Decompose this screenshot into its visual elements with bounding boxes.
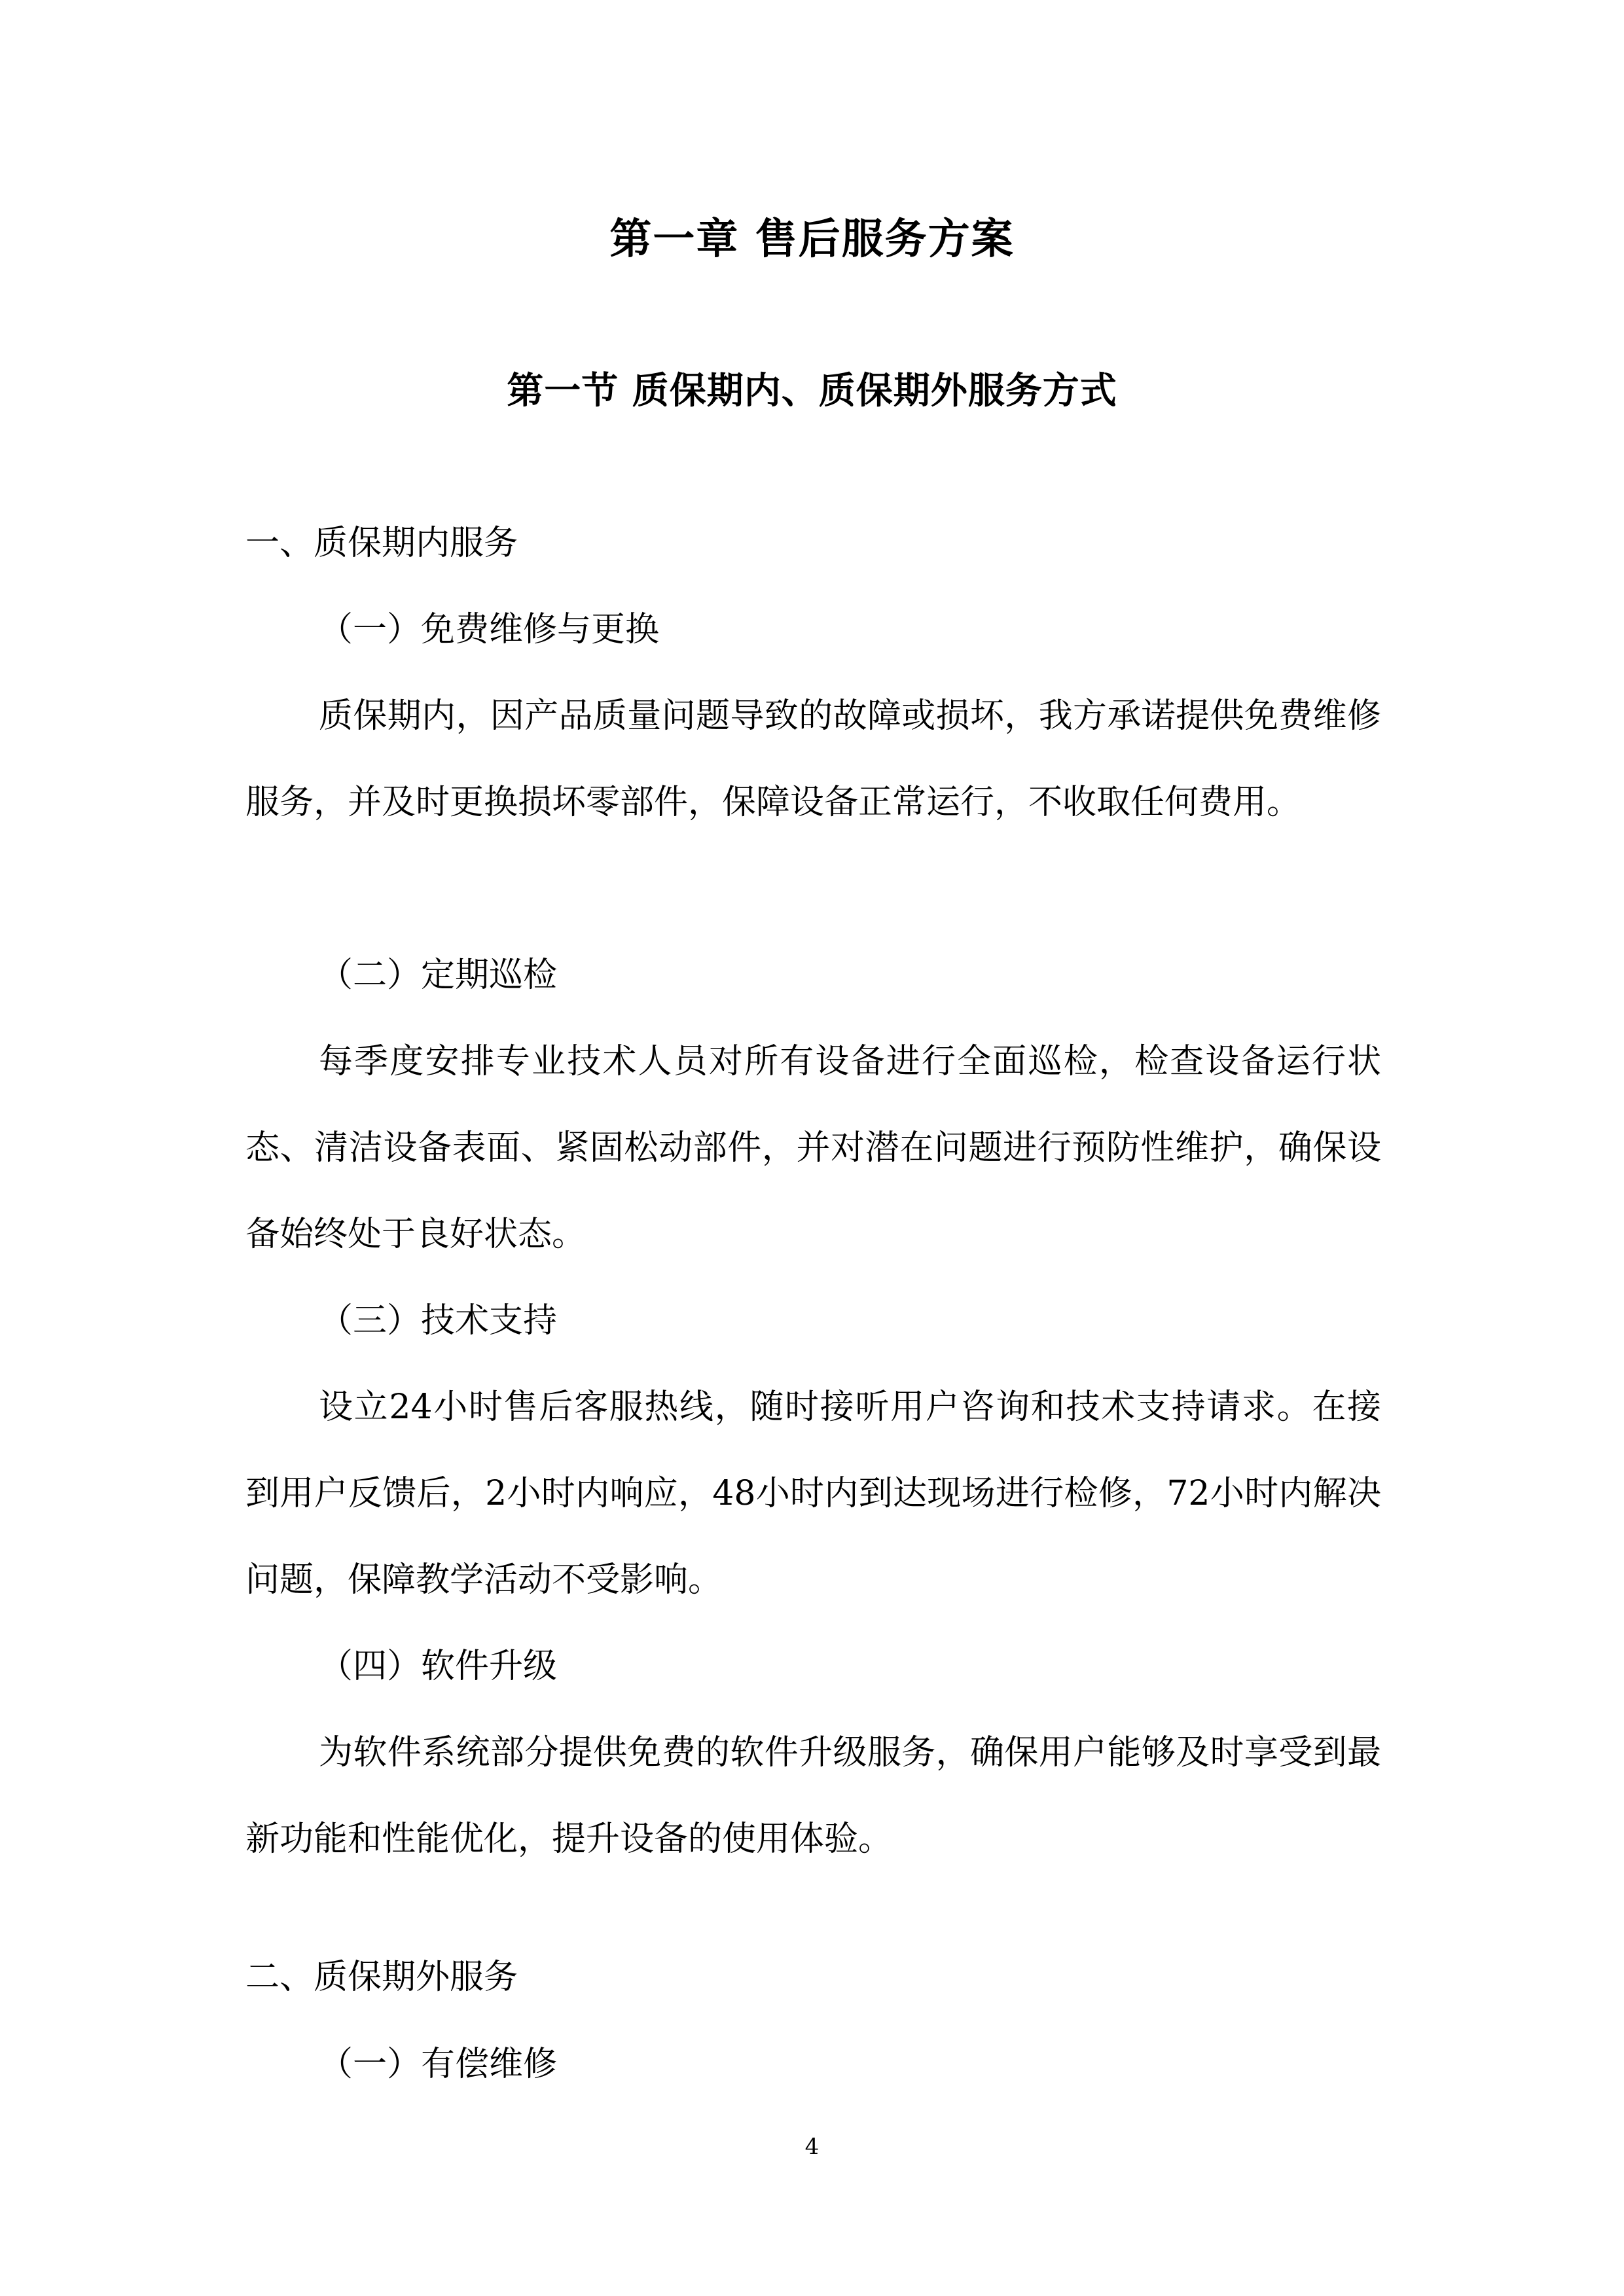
page-number: 4 <box>804 2134 820 2160</box>
chapter-title: 第一章 售后服务方案 <box>609 215 1015 264</box>
subheading-software-upgrade: （四）软件升级 <box>319 1647 558 1686</box>
paragraph-tech-support: 设立24小时售后客服热线，随时接听用户咨询和技术支持请求。在接到用户反馈后，2小时内响应，48小时内到达现场进行检修，72小时内解决问题，保障教学活动不受影响。 <box>245 1388 1381 1600</box>
paragraph-software-upgrade: 为软件系统部分提供免费的软件升级服务，确保用户能够及时享受到最新功能和性能优化，提升设备的使用体验。 <box>245 1733 1381 1859</box>
subheading-paid-repair: （一）有偿维修 <box>319 2045 558 2084</box>
paragraph-free-repair: 质保期内，因产品质量问题导致的故障或损坏，我方承诺提供免费维修服务，并及时更换损坏零部件，保障设备正常运行，不收取任何费用。 <box>245 696 1381 822</box>
part-heading-warranty-in: 一、质保期内服务 <box>245 524 518 563</box>
subheading-free-repair: （一）免费维修与更换 <box>319 610 660 649</box>
part-heading-warranty-out: 二、质保期外服务 <box>245 1958 518 1997</box>
paragraph-inspection: 每季度安排专业技术人员对所有设备进行全面巡检，检查设备运行状态、清洁设备表面、紧固松动部件，并对潜在问题进行预防性维护，确保设备始终处于良好状态。 <box>245 1042 1381 1254</box>
section-title: 第一节 质保期内、质保期外服务方式 <box>507 370 1117 412</box>
subheading-inspection: （二）定期巡检 <box>319 956 558 995</box>
subheading-tech-support: （三）技术支持 <box>319 1301 558 1340</box>
